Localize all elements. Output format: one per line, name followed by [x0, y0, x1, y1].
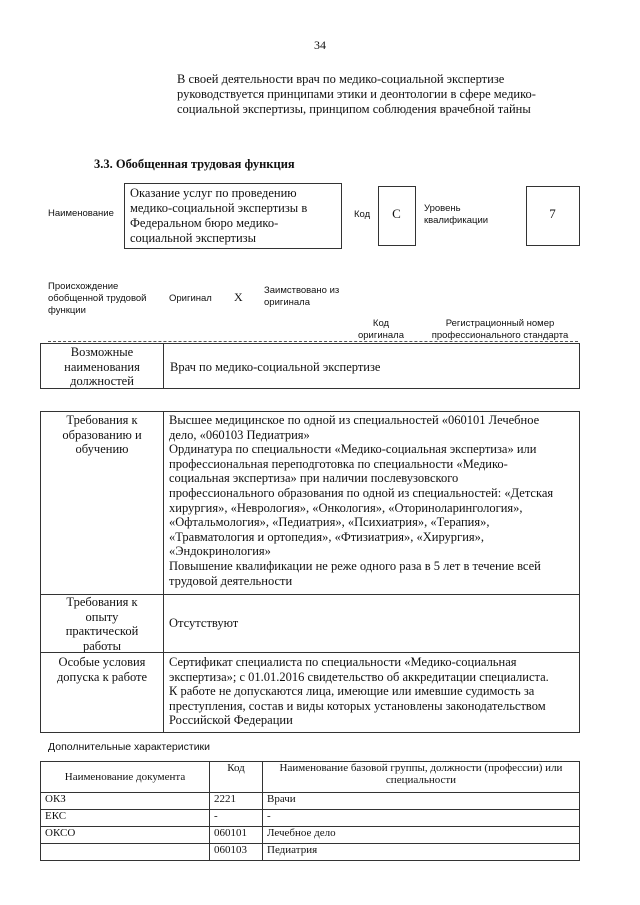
table-row — [41, 793, 580, 810]
table-cell: - — [210, 810, 263, 827]
table-cell — [41, 844, 210, 861]
education-value-line: «Эндокринология» — [169, 544, 271, 559]
education-value-line: трудовой деятельности — [169, 573, 293, 588]
positions-value: Врач по медико-социальной экспертизе — [170, 360, 381, 374]
intro-paragraph — [177, 72, 577, 117]
additional-title: Дополнительные характеристики — [48, 741, 211, 753]
table-cell: Педиатрия — [263, 844, 580, 861]
table-cell: Лечебное дело — [263, 827, 580, 844]
function-name-line: социальной экспертизы — [130, 231, 257, 245]
origin-label-line: функции — [48, 305, 86, 316]
conditions-value-line: экспертиза»; с 01.01.2016 свидетельство об аккредитации специалиста. — [169, 669, 549, 684]
education-value-line: профессионального образования по одной из специальностей: «Детская — [169, 485, 554, 500]
function-name — [130, 186, 340, 246]
table-cell: ОКЗ — [41, 793, 210, 810]
experience-label — [44, 595, 160, 653]
education-label — [44, 413, 160, 457]
table-row — [41, 810, 580, 827]
code-original-label — [346, 318, 416, 342]
level-label-line: квалификации — [424, 215, 489, 226]
table-cell: 060103 — [210, 844, 263, 861]
education-label-line: Требования к — [66, 413, 138, 427]
conditions-value-line: К работе не допускаются лица, имеющие или имевшие судимость за — [169, 684, 535, 699]
requirements-divider — [163, 411, 164, 732]
experience-label-line: опыту — [85, 609, 119, 624]
additional-table — [40, 761, 580, 861]
table-cell: ЕКС — [41, 810, 210, 827]
reg-number-line: профессионального стандарта — [431, 330, 569, 341]
intro-line: руководствуется принципами этики и деонтологии в сфере медико- — [177, 87, 536, 101]
conditions-value — [169, 655, 577, 728]
reg-number-line: Регистрационный номер — [445, 318, 555, 329]
conditions-value-line: Российской Федерации — [169, 713, 293, 728]
origin-label-line: Происхождение — [48, 281, 119, 292]
education-value-line: Ординатура по специальности «Медико-социальная экспертиза» или — [169, 442, 537, 457]
borrowed-label — [264, 285, 339, 309]
level-label — [424, 203, 488, 227]
section-title: 3.3. Обобщенная трудовая функция — [94, 157, 295, 171]
experience-label-line: Требования к — [66, 595, 138, 609]
table-row — [41, 827, 580, 844]
education-value-line: Повышение квалификации не реже одного раза в 5 лет в течение всей — [169, 558, 541, 573]
code-original-line: оригинала — [357, 330, 404, 341]
code-original-line: Код — [372, 318, 390, 329]
page-number: 34 — [314, 38, 326, 52]
education-label-line: обучению — [75, 442, 129, 457]
borrowed-label-line: Заимствовано из — [264, 285, 340, 296]
education-value-line: хирургия», «Неврология», «Онкология», «Оториноларингология», — [169, 500, 523, 515]
intro-line: В своей деятельности врач по медико-социальной экспертизе — [177, 72, 505, 86]
education-value-line: профессиональная переподготовка по специальности «Медико- — [169, 456, 508, 471]
conditions-label-line: допуска к работе — [56, 669, 148, 684]
function-name-line: Оказание услуг по проведению — [130, 186, 297, 200]
experience-label-line: работы — [82, 638, 122, 653]
intro-line: социальной экспертизы, принципом соблюдения врачебной тайны — [177, 102, 531, 116]
education-value-line: социальная экспертиза» при наличии послевузовского — [169, 471, 459, 486]
positions-label-line: должностей — [70, 374, 134, 389]
header-group-name: Наименование базовой группы, должности (профессии) или специальности — [263, 762, 580, 793]
level-label-line: Уровень — [424, 203, 461, 214]
name-label: Наименование — [48, 208, 114, 219]
function-name-line: медико-социальной экспертизы в — [130, 201, 308, 215]
header-code: Код — [210, 762, 263, 793]
original-label: Оригинал — [169, 293, 212, 304]
original-mark: X — [234, 290, 243, 304]
education-value-line: Высшее медицинское по одной из специальностей «060101 Лечебное — [169, 413, 540, 427]
header-doc-name: Наименование документа — [41, 762, 210, 793]
conditions-value-line: Сертификат специалиста по специальности «Медико-социальная — [169, 655, 517, 669]
table-cell: - — [263, 810, 580, 827]
origin-label-line: обобщенной трудовой — [48, 293, 147, 304]
table-cell: Врачи — [263, 793, 580, 810]
code-label: Код — [354, 209, 371, 220]
conditions-label-line: Особые условия — [58, 655, 146, 669]
function-name-line: Федеральном бюро медико- — [130, 216, 279, 230]
conditions-label — [44, 655, 160, 684]
positions-label-line: наименования — [64, 359, 140, 374]
education-value — [169, 413, 577, 588]
origin-label — [48, 281, 146, 317]
table-row — [41, 844, 580, 861]
reg-number-label — [422, 318, 578, 342]
education-value-line: «Офтальмология», «Педиатрия», «Психиатрия», «Терапия», — [169, 515, 490, 530]
conditions-value-line: преступления, состав и виды которых установлены законодательством — [169, 698, 546, 713]
experience-label-line: практической — [65, 624, 139, 639]
positions-label — [44, 345, 160, 389]
table-cell: 060101 — [210, 827, 263, 844]
origin-divider — [48, 341, 578, 342]
borrowed-label-line: оригинала — [264, 297, 311, 308]
education-label-line: образованию и — [62, 427, 142, 442]
education-value-line: дело, «060103 Педиатрия» — [169, 427, 310, 442]
table-header-row — [41, 762, 580, 793]
table-cell: ОКСО — [41, 827, 210, 844]
education-value-line: «Травматология и ортопедия», «Фтизиатрия», «Хирургия», — [169, 529, 485, 544]
positions-divider — [163, 343, 164, 388]
positions-label-line: Возможные — [70, 345, 134, 359]
experience-value: Отсутствуют — [169, 616, 239, 630]
table-cell: 2221 — [210, 793, 263, 810]
code-value: C — [392, 206, 401, 221]
level-value: 7 — [549, 206, 556, 221]
